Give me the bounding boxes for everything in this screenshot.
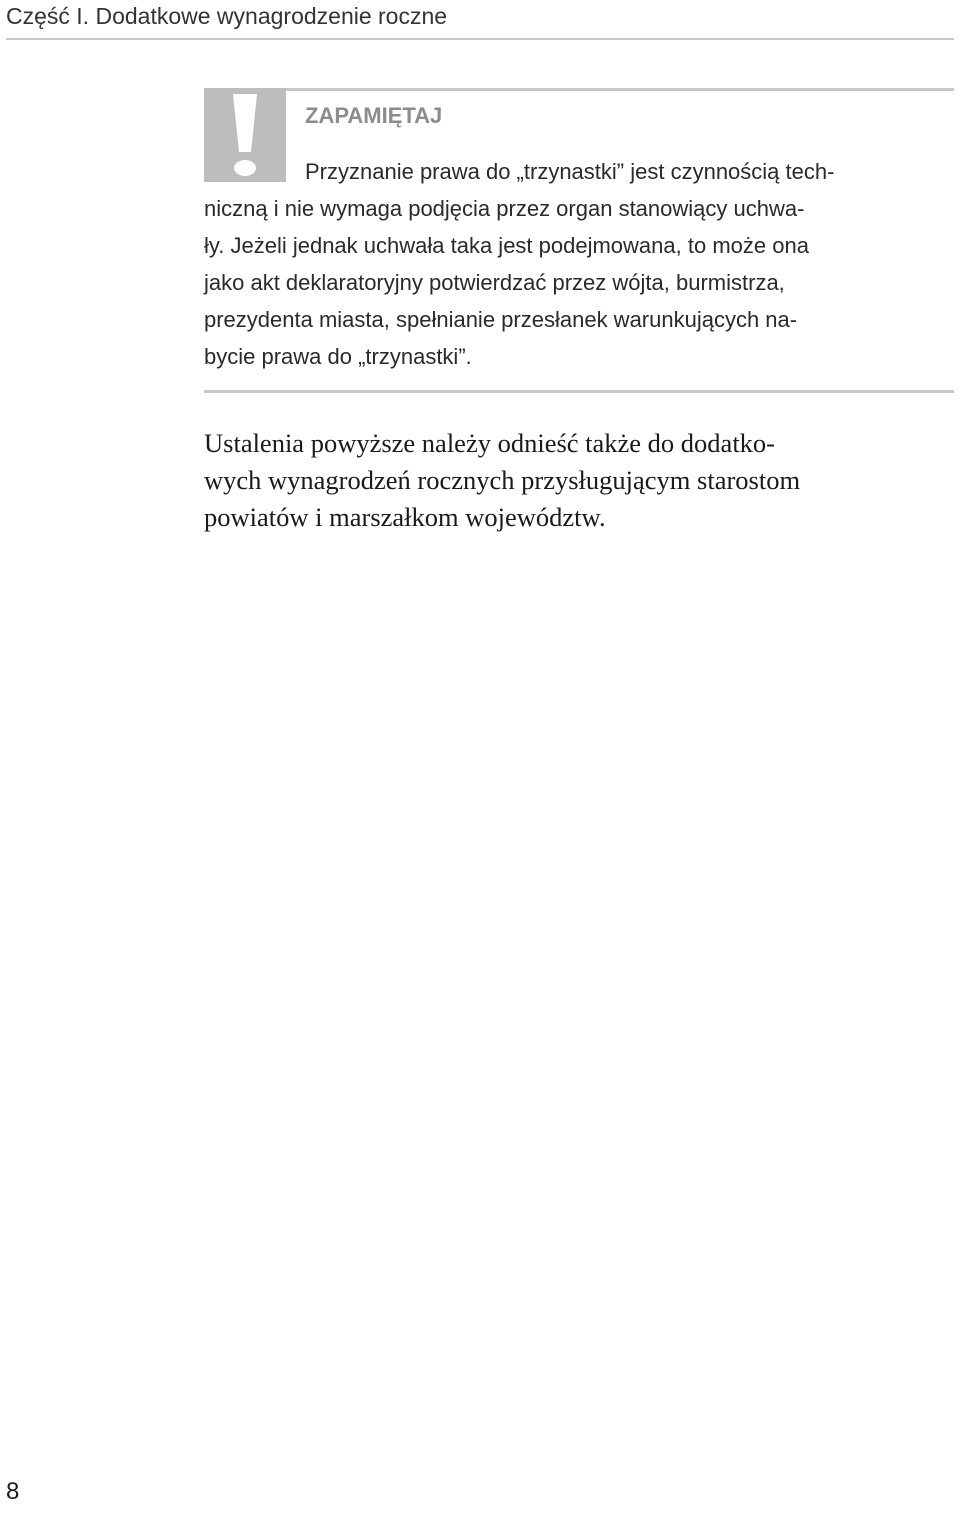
header-divider bbox=[6, 38, 954, 40]
note-line: prezydenta miasta, spełnianie przesłanek warunkujących na- bbox=[204, 307, 798, 332]
body-paragraph-line: wych wynagrodzeń rocznych przysługującym starostom bbox=[204, 465, 801, 495]
exclamation-icon bbox=[204, 88, 286, 182]
page-number: 8 bbox=[6, 1478, 20, 1505]
note-line: niczną i nie wymaga podjęcia przez organ stanowiący uchwa- bbox=[204, 196, 805, 221]
note-bottom-divider bbox=[204, 390, 954, 393]
note-line: jako akt deklaratoryjny potwierdzać przez wójta, burmistrza, bbox=[204, 270, 785, 295]
note-top-divider bbox=[204, 88, 954, 91]
note-line: Przyznanie prawa do „trzynastki” jest czynnością tech- bbox=[305, 159, 835, 184]
note-line: bycie prawa do „trzynastki”. bbox=[204, 344, 472, 369]
body-paragraph-line: Ustalenia powyższe należy odnieść także do dodatko- bbox=[204, 428, 776, 458]
page-header-title: Część I. Dodatkowe wynagrodzenie roczne bbox=[6, 3, 448, 29]
body-paragraph-line: powiatów i marszałkom województw. bbox=[204, 502, 606, 532]
note-line: ły. Jeżeli jednak uchwała taka jest podejmowana, to może ona bbox=[204, 233, 809, 258]
note-heading: ZAPAMIĘTAJ bbox=[305, 103, 443, 128]
